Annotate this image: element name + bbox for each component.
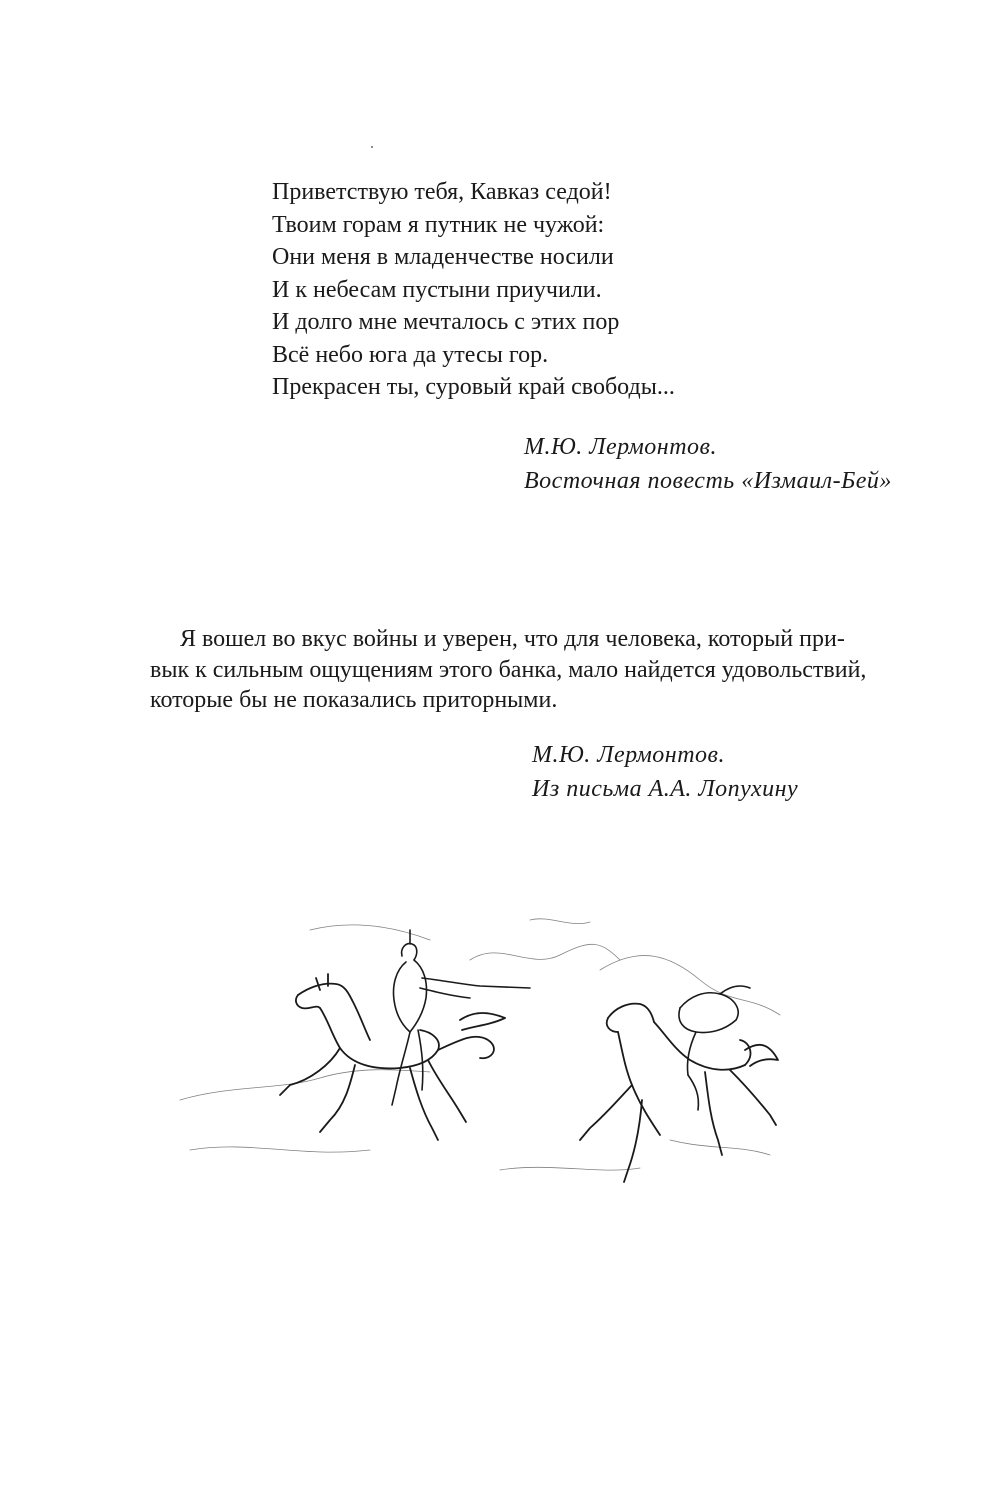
right-rider xyxy=(679,986,750,1110)
prose-line: Я вошел во вкус войны и уверен, что для человека, который при- xyxy=(180,626,845,652)
poem-line: Всё небо юга да утесы гор. xyxy=(272,341,549,368)
poem-line: И к небесам пустыни приучили. xyxy=(272,276,602,303)
prose-line: вык к сильным ощущениям этого банка, мало найдется удовольствий, xyxy=(150,656,867,683)
poem-line: Твоим горам я путник не чужой: xyxy=(272,211,605,238)
page-speck xyxy=(371,146,373,148)
poem-line: И долго мне мечталось с этих пор xyxy=(272,309,620,335)
poem-line: Они меня в младенчестве носили xyxy=(272,244,614,270)
poem-line: Приветствую тебя, Кавказ седой! xyxy=(272,179,612,205)
epigraph-poem xyxy=(272,176,675,404)
horseback-skirmish-illustration xyxy=(170,900,790,1200)
landscape-strokes xyxy=(180,919,780,1170)
prose-attribution xyxy=(532,738,798,806)
attribution-source: Восточная повесть «Измаил-Бей» xyxy=(524,468,892,494)
poem-attribution xyxy=(524,430,892,498)
left-horse xyxy=(280,974,505,1140)
right-horse xyxy=(580,1004,778,1182)
attribution-author: М.Ю. Лермонтов. xyxy=(524,434,717,460)
prose-line: которые бы не показались приторными. xyxy=(150,687,558,713)
poem-line: Прекрасен ты, суровый край свободы... xyxy=(272,374,675,400)
attribution-source: Из письма А.А. Лопухину xyxy=(532,776,799,802)
epigraph-prose xyxy=(150,624,870,716)
attribution-author: М.Ю. Лермонтов. xyxy=(532,742,725,768)
